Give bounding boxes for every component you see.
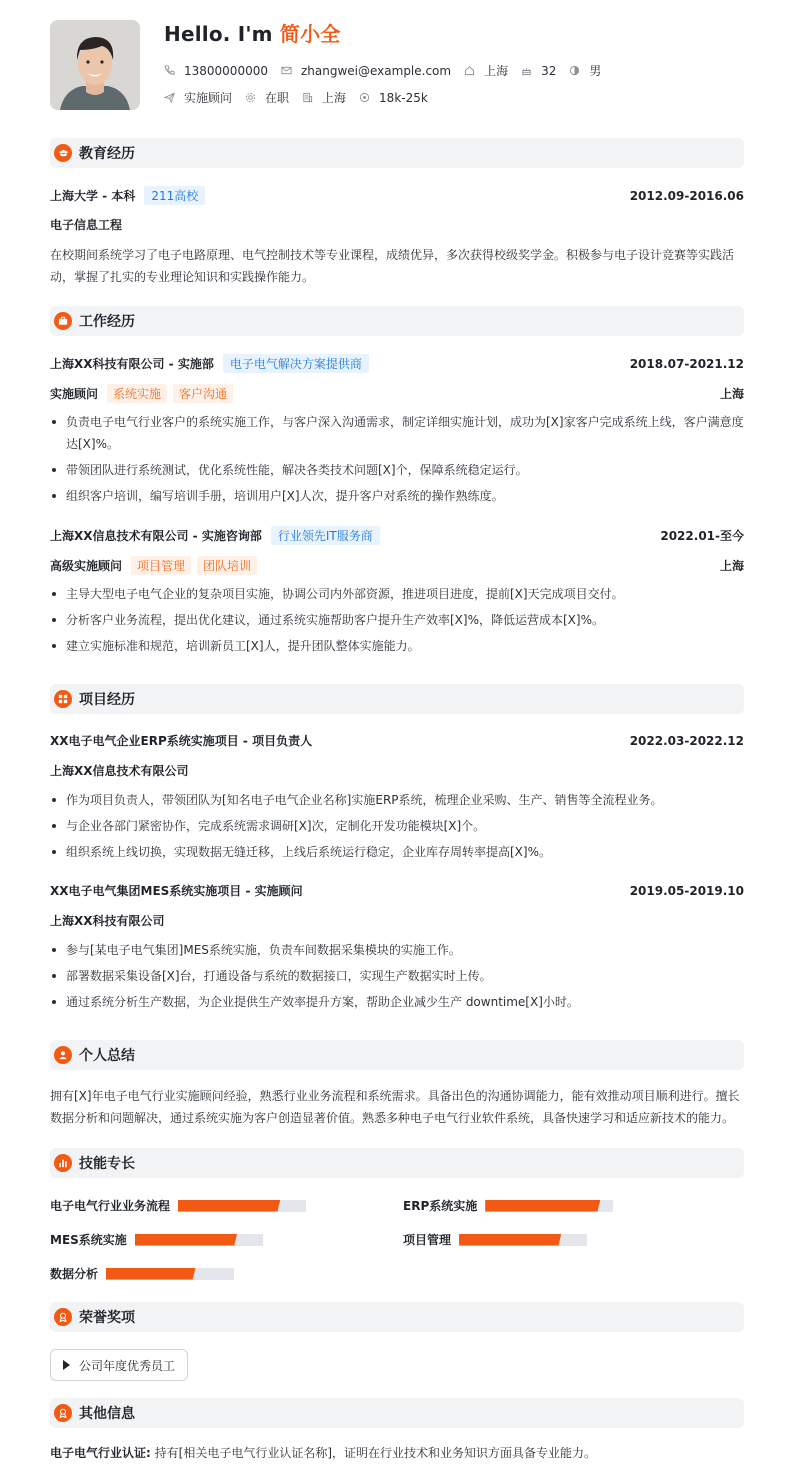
- skill-bar-fill: [106, 1268, 196, 1280]
- section-work: [50, 306, 744, 336]
- skill-name: 项目管理: [403, 1233, 452, 1247]
- skill-tag: 项目管理: [131, 556, 191, 575]
- skill-tag: 团队培训: [197, 556, 257, 575]
- phone-icon: [164, 65, 175, 76]
- gender-icon: [569, 65, 580, 76]
- skill-name: 电子电气行业业务流程: [50, 1199, 171, 1213]
- school-tag: 211高校: [144, 186, 205, 205]
- skill-bar-fill: [459, 1234, 561, 1246]
- list-item: 分析客户业务流程，提出优化建议，通过系统实施帮助客户提升生产效率[X]%，降低运营成本[X]%。: [50, 609, 744, 631]
- job-role: 高级实施顾问: [50, 559, 123, 573]
- list-item: 组织系统上线切换，实现数据无缝迁移，上线后系统运行稳定，企业库存周转率提高[X]%。: [50, 841, 744, 863]
- age-item: [521, 64, 556, 78]
- section-title: 技能专长: [79, 1156, 135, 1172]
- gender-item: [569, 62, 601, 79]
- phone-item: [164, 64, 268, 78]
- project-title: XX电子电气企业ERP系统实施项目 - 项目负责人: [50, 734, 313, 748]
- age-text: 32: [541, 63, 557, 78]
- email-text: zhangwei@example.com: [300, 63, 452, 78]
- section-title: 其他信息: [79, 1406, 135, 1422]
- major-name: 电子信息工程: [50, 218, 123, 232]
- list-item: 与企业各部门紧密协作，完成系统需求调研[X]次，定制化开发功能模块[X]个。: [50, 815, 744, 837]
- skill-bar-fill: [135, 1234, 237, 1246]
- company-tag: 电子电气解决方案提供商: [223, 354, 369, 373]
- company-name: 上海XX科技有限公司 - 实施部: [50, 357, 214, 371]
- list-item: 负责电子电气行业客户的系统实施工作，与客户深入沟通需求，制定详细实施计划，成功为[X]家客户完成系统上线，客户满意度达[X]%。: [50, 411, 744, 455]
- summary-text: 拥有[X]年电子电气行业实施顾问经验，熟悉行业业务流程和系统需求。具备出色的沟通协调能力，能有效推动项目顺利进行。擅长数据分析和问题解决，通过系统实施为客户创造显著价值。熟悉多种电子电气行业软件系统，具备快速学习和适应新技术的能力。: [50, 1089, 740, 1125]
- skill-bar: [106, 1268, 234, 1280]
- greeting: Hello. I'm: [164, 22, 273, 46]
- home-icon: [464, 65, 475, 76]
- work-2-bullets: [50, 583, 744, 661]
- send-icon: [164, 92, 175, 103]
- salary-item: [359, 91, 428, 105]
- education-description: 在校期间系统学习了电子电路原理、电气控制技术等专业课程，成绩优异，多次获得校级奖学金。积极参与电子设计竞赛等实践活动，掌握了扎实的专业理论知识和实践操作能力。: [50, 248, 735, 284]
- work-2-role-row: [50, 556, 744, 575]
- skill-bar: [485, 1200, 613, 1212]
- play-icon: [63, 1360, 70, 1370]
- skill-item: [403, 1197, 613, 1214]
- company-name: 上海XX信息技术有限公司 - 实施咨询部: [50, 529, 262, 543]
- other-label: 电子电气行业认证:: [50, 1446, 151, 1460]
- position-text: 实施顾问: [184, 91, 233, 105]
- project-1-company-row: [50, 762, 744, 779]
- honor-item: [50, 1349, 188, 1381]
- cake-icon: [521, 65, 532, 76]
- project-1-bullets: [50, 789, 744, 867]
- skill-bar: [135, 1234, 263, 1246]
- section-honors: [50, 1302, 744, 1332]
- user-icon: [54, 1046, 72, 1064]
- avatar: [50, 20, 140, 110]
- section-education: [50, 138, 744, 168]
- skill-bar: [178, 1200, 306, 1212]
- gear-icon: [245, 92, 256, 103]
- skill-bar-fill: [178, 1200, 280, 1212]
- section-title: 教育经历: [79, 146, 135, 162]
- work-city: 上海: [719, 559, 744, 573]
- award-icon: [54, 1308, 72, 1326]
- position-item: [164, 89, 232, 106]
- skill-bar-fill: [485, 1200, 600, 1212]
- project-company: 上海XX信息技术有限公司: [50, 764, 189, 778]
- briefcase-icon: [54, 312, 72, 330]
- education-header: [50, 186, 744, 205]
- job-intent-row: [164, 89, 441, 106]
- project-period: 2019.05-2019.10: [629, 883, 744, 898]
- email-item: [281, 64, 451, 78]
- location-item: [464, 62, 508, 79]
- award-icon: [54, 1404, 72, 1422]
- grid-icon: [54, 690, 72, 708]
- work-2-header: [50, 526, 744, 545]
- project-company: 上海XX科技有限公司: [50, 914, 165, 928]
- list-item: 通过系统分析生产数据，为企业提供生产效率提升方案，帮助企业减少生产 downtime[X]小时。: [50, 991, 744, 1013]
- list-item: 参与[某电子电气集团]MES系统实施，负责车间数据采集模块的实施工作。: [50, 939, 744, 961]
- candidate-name: 简小全: [279, 22, 341, 46]
- coin-icon: [359, 92, 370, 103]
- project-title: XX电子电气集团MES系统实施项目 - 实施顾问: [50, 884, 303, 898]
- section-title: 个人总结: [79, 1048, 135, 1064]
- location-text: 上海: [484, 64, 509, 78]
- section-other: [50, 1398, 744, 1428]
- project-2-company-row: [50, 912, 744, 929]
- project-2-header: [50, 882, 744, 899]
- education-major-row: [50, 216, 744, 233]
- education-period: 2012.09-2016.06: [629, 188, 744, 203]
- work-city: 上海: [719, 387, 744, 401]
- status-text: 在职: [265, 91, 290, 105]
- section-skills: [50, 1148, 744, 1178]
- work-period: 2018.07-2021.12: [629, 356, 744, 371]
- section-summary: [50, 1040, 744, 1070]
- skill-name: MES系统实施: [50, 1233, 127, 1247]
- list-item: 作为项目负责人，带领团队为[知名电子电气企业名称]实施ERP系统，梳理企业采购、生产、销售等全流程业务。: [50, 789, 744, 811]
- project-2-bullets: [50, 939, 744, 1017]
- list-item: 带领团队进行系统测试，优化系统性能，解决各类技术问题[X]个，保障系统稳定运行。: [50, 459, 744, 481]
- section-title: 项目经历: [79, 692, 135, 708]
- list-item: 部署数据采集设备[X]台，打通设备与系统的数据接口，实现生产数据实时上传。: [50, 965, 744, 987]
- phone-text: 13800000000: [184, 63, 268, 78]
- graduation-cap-icon: [54, 144, 72, 162]
- status-item: [245, 89, 289, 106]
- list-item: 建立实施标准和规范，培训新员工[X]人，提升团队整体实施能力。: [50, 635, 744, 657]
- company-tag: 行业领先IT服务商: [271, 526, 380, 545]
- avatar-portrait-icon: [50, 20, 140, 110]
- other-info: [50, 1444, 596, 1461]
- skill-item: [50, 1231, 263, 1248]
- gender-text: 男: [589, 64, 602, 78]
- section-title: 荣誉奖项: [79, 1310, 135, 1326]
- project-period: 2022.03-2022.12: [629, 733, 744, 748]
- list-item: 组织客户培训，编写培训手册，培训用户[X]人次，提升客户对系统的操作熟练度。: [50, 485, 744, 507]
- skill-name: 数据分析: [50, 1267, 99, 1281]
- salary-text: 18k-25k: [379, 90, 428, 105]
- skill-name: ERP系统实施: [403, 1199, 478, 1213]
- work-1-role-row: [50, 384, 744, 403]
- mail-icon: [281, 65, 292, 76]
- city-text: 上海: [322, 91, 347, 105]
- bar-chart-icon: [54, 1154, 72, 1172]
- job-role: 实施顾问: [50, 387, 99, 401]
- honor-text: 公司年度优秀员工: [79, 1358, 176, 1373]
- skill-item: [50, 1265, 234, 1282]
- section-projects: [50, 684, 744, 714]
- city-item: [302, 89, 346, 106]
- list-item: 主导大型电子电气企业的复杂项目实施，协调公司内外部资源，推进项目进度，提前[X]天完成项目交付。: [50, 583, 744, 605]
- project-1-header: [50, 732, 744, 749]
- page-title: [164, 18, 341, 47]
- skill-item: [50, 1197, 306, 1214]
- work-period: 2022.01-至今: [660, 529, 744, 543]
- school-name: 上海大学 - 本科: [50, 189, 136, 203]
- skill-tag: 系统实施: [107, 384, 167, 403]
- building-icon: [302, 92, 313, 103]
- work-1-bullets: [50, 411, 744, 511]
- section-title: 工作经历: [79, 314, 135, 330]
- skill-tag: 客户沟通: [173, 384, 233, 403]
- skill-item: [403, 1231, 587, 1248]
- work-1-header: [50, 354, 744, 373]
- other-text: 持有[相关电子电气行业认证名称]，证明在行业技术和业务知识方面具备专业能力。: [154, 1446, 597, 1460]
- skill-bar: [459, 1234, 587, 1246]
- contact-row: [164, 62, 614, 79]
